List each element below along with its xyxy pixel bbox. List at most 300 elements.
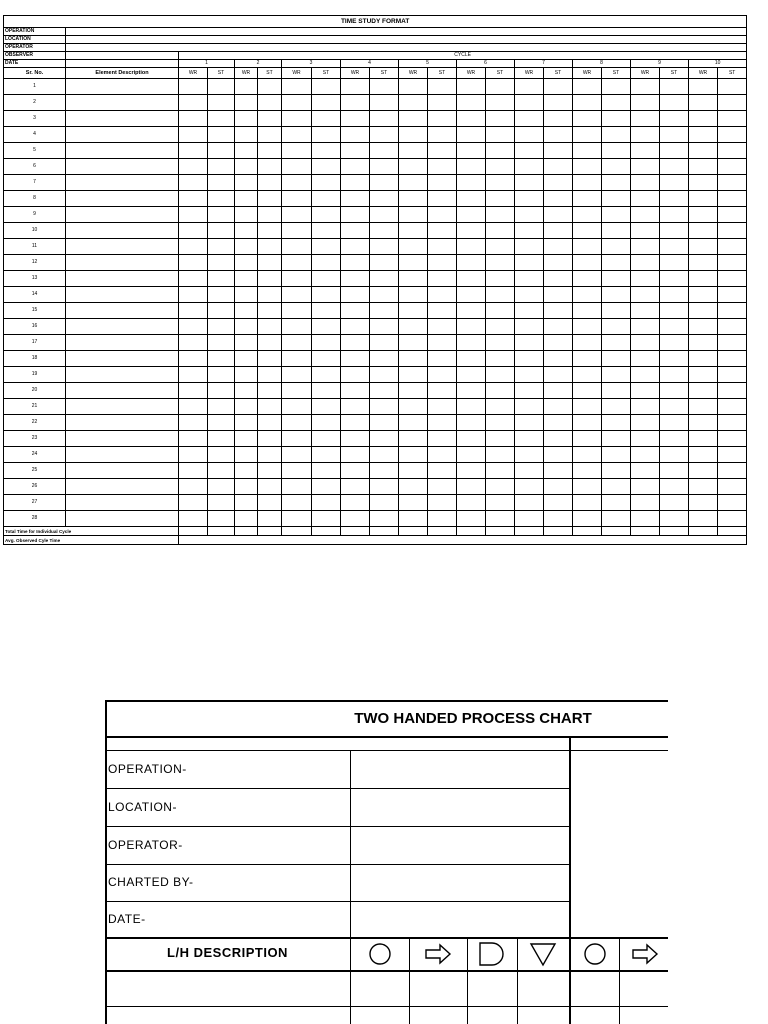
wr-header: WR	[341, 68, 370, 79]
time-cell	[515, 287, 544, 303]
cycle-number: 3	[282, 60, 341, 68]
time-cell	[602, 159, 631, 175]
time-cell	[341, 495, 370, 511]
time-cell	[660, 111, 689, 127]
time-cell	[457, 287, 486, 303]
time-cell	[179, 447, 208, 463]
table-row	[4, 399, 747, 415]
time-cell	[370, 271, 399, 287]
time-cell	[486, 207, 515, 223]
time-cell	[515, 255, 544, 271]
time-cell	[689, 335, 718, 351]
time-cell	[282, 79, 312, 95]
time-cell	[312, 431, 341, 447]
time-cell	[660, 271, 689, 287]
element-description-cell	[66, 383, 179, 399]
time-cell	[515, 143, 544, 159]
time-cell	[718, 95, 747, 111]
time-cell	[235, 463, 258, 479]
table-row	[4, 495, 747, 511]
time-cell	[689, 367, 718, 383]
time-cell	[235, 143, 258, 159]
st-header: ST	[208, 68, 235, 79]
time-cell	[282, 367, 312, 383]
time-cell	[486, 79, 515, 95]
time-cell	[544, 175, 573, 191]
time-cell	[258, 287, 282, 303]
time-cell	[370, 143, 399, 159]
time-cell	[341, 367, 370, 383]
time-cell	[258, 207, 282, 223]
time-cell	[573, 383, 602, 399]
time-cell	[573, 191, 602, 207]
time-cell	[370, 239, 399, 255]
time-cell	[631, 287, 660, 303]
time-cell	[179, 79, 208, 95]
time-cell	[515, 319, 544, 335]
time-cell	[370, 431, 399, 447]
time-cell	[602, 399, 631, 415]
time-cell	[399, 191, 428, 207]
time-cell	[258, 111, 282, 127]
time-cell	[258, 95, 282, 111]
time-cell	[689, 319, 718, 335]
time-cell	[235, 159, 258, 175]
time-cell	[660, 79, 689, 95]
time-cell	[486, 143, 515, 159]
time-cell	[258, 79, 282, 95]
time-cell	[428, 111, 457, 127]
time-cell	[573, 271, 602, 287]
time-cell	[515, 447, 544, 463]
time-cell	[370, 319, 399, 335]
sr-no-cell: 2	[4, 95, 66, 111]
time-cell	[573, 319, 602, 335]
time-cell	[544, 431, 573, 447]
st-header: ST	[660, 68, 689, 79]
time-cell	[602, 383, 631, 399]
element-description-header: Element Description	[66, 68, 179, 79]
time-cell	[258, 479, 282, 495]
time-cell	[544, 255, 573, 271]
field-label-operation: OPERATION	[4, 28, 66, 36]
operation-circle-icon	[360, 940, 400, 968]
time-cell	[235, 111, 258, 127]
field-value	[66, 36, 747, 44]
time-cell	[428, 95, 457, 111]
total-cell	[631, 527, 660, 536]
time-cell	[718, 495, 747, 511]
time-cell	[457, 367, 486, 383]
time-cell	[718, 479, 747, 495]
time-cell	[631, 303, 660, 319]
sr-no-cell: 1	[4, 79, 66, 95]
time-cell	[631, 79, 660, 95]
time-cell	[179, 303, 208, 319]
time-cell	[208, 143, 235, 159]
field-value	[66, 28, 747, 36]
time-cell	[399, 319, 428, 335]
total-cell	[258, 527, 282, 536]
time-cell	[341, 319, 370, 335]
time-cell	[312, 223, 341, 239]
time-cell	[370, 383, 399, 399]
time-cell	[660, 319, 689, 335]
time-cell	[341, 159, 370, 175]
time-cell	[312, 303, 341, 319]
time-cell	[486, 431, 515, 447]
time-cell	[282, 447, 312, 463]
sr-no-cell: 4	[4, 127, 66, 143]
total-cell	[235, 527, 258, 536]
cycle-number: 6	[457, 60, 515, 68]
time-cell	[179, 159, 208, 175]
time-cell	[370, 335, 399, 351]
time-cell	[457, 95, 486, 111]
time-cell	[235, 447, 258, 463]
time-cell	[515, 175, 544, 191]
time-cell	[341, 255, 370, 271]
time-cell	[312, 175, 341, 191]
time-cell	[235, 351, 258, 367]
table-row	[4, 431, 747, 447]
time-cell	[573, 495, 602, 511]
time-cell	[282, 415, 312, 431]
time-cell	[544, 447, 573, 463]
delay-d-icon	[472, 940, 512, 968]
time-cell	[457, 383, 486, 399]
time-cell	[399, 367, 428, 383]
two-handed-process-chart	[105, 700, 668, 1024]
time-cell	[179, 223, 208, 239]
sr-no-cell: 17	[4, 335, 66, 351]
time-cell	[235, 271, 258, 287]
total-cell	[370, 527, 399, 536]
sr-no-cell: 25	[4, 463, 66, 479]
st-header: ST	[312, 68, 341, 79]
time-cell	[689, 495, 718, 511]
time-cell	[718, 127, 747, 143]
time-cell	[486, 287, 515, 303]
time-cell	[718, 431, 747, 447]
time-cell	[631, 143, 660, 159]
time-cell	[179, 319, 208, 335]
table-row	[4, 255, 747, 271]
time-cell	[370, 351, 399, 367]
element-description-cell	[66, 351, 179, 367]
element-description-cell	[66, 127, 179, 143]
total-cell	[486, 527, 515, 536]
table-row	[4, 447, 747, 463]
time-cell	[544, 351, 573, 367]
time-cell	[689, 95, 718, 111]
time-cell	[312, 367, 341, 383]
time-cell	[457, 111, 486, 127]
time-cell	[312, 335, 341, 351]
sr-no-cell: 22	[4, 415, 66, 431]
time-cell	[235, 383, 258, 399]
time-cell	[544, 415, 573, 431]
element-description-cell	[66, 367, 179, 383]
time-cell	[370, 479, 399, 495]
time-cell	[312, 207, 341, 223]
time-cell	[486, 239, 515, 255]
time-cell	[399, 495, 428, 511]
time-cell	[602, 239, 631, 255]
avg-cell	[179, 536, 747, 545]
time-cell	[235, 127, 258, 143]
time-cell	[208, 191, 235, 207]
st-header: ST	[258, 68, 282, 79]
chart-title: TWO HANDED PROCESS CHART	[354, 710, 592, 727]
sr-no-cell: 16	[4, 319, 66, 335]
time-cell	[341, 463, 370, 479]
time-cell	[544, 127, 573, 143]
wr-header: WR	[515, 68, 544, 79]
wr-header: WR	[457, 68, 486, 79]
time-cell	[544, 319, 573, 335]
time-cell	[573, 287, 602, 303]
time-cell	[486, 351, 515, 367]
element-description-cell	[66, 207, 179, 223]
time-cell	[341, 303, 370, 319]
time-cell	[544, 239, 573, 255]
time-cell	[486, 271, 515, 287]
time-cell	[457, 335, 486, 351]
time-cell	[573, 79, 602, 95]
sr-no-header: Sr. No.	[4, 68, 66, 79]
time-cell	[282, 175, 312, 191]
time-cell	[179, 367, 208, 383]
time-cell	[258, 367, 282, 383]
time-cell	[235, 495, 258, 511]
time-cell	[660, 399, 689, 415]
avg-cycle-time-label: Avg. Observed Cyle Time	[4, 536, 179, 545]
time-cell	[179, 111, 208, 127]
time-cell	[208, 223, 235, 239]
total-cell	[208, 527, 235, 536]
time-cell	[486, 303, 515, 319]
time-cell	[428, 335, 457, 351]
time-cell	[515, 463, 544, 479]
time-cell	[573, 415, 602, 431]
field-label-operator: OPERATOR	[4, 44, 66, 52]
sr-no-cell: 26	[4, 479, 66, 495]
time-cell	[457, 191, 486, 207]
time-cell	[179, 351, 208, 367]
time-cell	[689, 511, 718, 527]
date-value	[66, 60, 179, 68]
element-description-cell	[66, 335, 179, 351]
time-cell	[399, 287, 428, 303]
time-cell	[718, 159, 747, 175]
time-cell	[689, 399, 718, 415]
time-cell	[486, 319, 515, 335]
time-cell	[341, 335, 370, 351]
time-cell	[399, 351, 428, 367]
cycle-number: 2	[235, 60, 282, 68]
sr-no-cell: 3	[4, 111, 66, 127]
time-cell	[544, 383, 573, 399]
time-cell	[718, 463, 747, 479]
time-cell	[689, 191, 718, 207]
time-cell	[370, 463, 399, 479]
time-cell	[689, 447, 718, 463]
total-cell	[515, 527, 544, 536]
time-cell	[602, 415, 631, 431]
time-cell	[399, 479, 428, 495]
time-cell	[312, 143, 341, 159]
time-cell	[312, 79, 341, 95]
time-cell	[689, 415, 718, 431]
sr-no-cell: 5	[4, 143, 66, 159]
time-cell	[631, 95, 660, 111]
time-cell	[660, 479, 689, 495]
time-cell	[282, 351, 312, 367]
table-row	[4, 271, 747, 287]
time-cell	[179, 399, 208, 415]
time-cell	[258, 511, 282, 527]
time-cell	[179, 143, 208, 159]
field-label-location: LOCATION	[4, 36, 66, 44]
time-cell	[258, 431, 282, 447]
time-cell	[235, 175, 258, 191]
time-cell	[341, 383, 370, 399]
time-cell	[179, 479, 208, 495]
time-cell	[457, 463, 486, 479]
time-cell	[689, 271, 718, 287]
time-cell	[341, 415, 370, 431]
time-cell	[457, 175, 486, 191]
time-cell	[544, 399, 573, 415]
charted-by-label: CHARTED BY-	[108, 875, 194, 889]
time-cell	[602, 303, 631, 319]
time-cell	[544, 495, 573, 511]
time-cell	[208, 511, 235, 527]
time-cell	[399, 255, 428, 271]
cycle-number: 4	[341, 60, 399, 68]
time-cell	[208, 95, 235, 111]
time-cell	[544, 79, 573, 95]
time-cell	[718, 367, 747, 383]
sr-no-cell: 6	[4, 159, 66, 175]
time-cell	[573, 367, 602, 383]
time-cell	[208, 383, 235, 399]
time-cell	[370, 223, 399, 239]
time-cell	[515, 495, 544, 511]
wr-header: WR	[689, 68, 718, 79]
cycle-label: CYCLE	[179, 52, 747, 60]
time-cell	[428, 287, 457, 303]
time-cell	[312, 111, 341, 127]
time-cell	[208, 367, 235, 383]
time-cell	[399, 95, 428, 111]
time-cell	[631, 367, 660, 383]
time-cell	[179, 431, 208, 447]
time-cell	[235, 431, 258, 447]
time-cell	[689, 207, 718, 223]
time-cell	[428, 191, 457, 207]
time-cell	[179, 191, 208, 207]
sr-no-cell: 18	[4, 351, 66, 367]
table-row	[4, 159, 747, 175]
time-cell	[689, 463, 718, 479]
st-header: ST	[486, 68, 515, 79]
table-row	[4, 239, 747, 255]
time-cell	[370, 159, 399, 175]
time-cell	[544, 303, 573, 319]
time-cell	[660, 415, 689, 431]
time-cell	[312, 319, 341, 335]
time-cell	[457, 143, 486, 159]
time-cell	[602, 351, 631, 367]
table-row	[4, 175, 747, 191]
time-cell	[258, 303, 282, 319]
sr-no-cell: 12	[4, 255, 66, 271]
time-cell	[457, 319, 486, 335]
time-cell	[486, 447, 515, 463]
time-cell	[208, 447, 235, 463]
time-cell	[341, 143, 370, 159]
time-cell	[631, 431, 660, 447]
time-cell	[631, 383, 660, 399]
element-description-cell	[66, 511, 179, 527]
lh-description-header: L/H DESCRIPTION	[167, 945, 288, 960]
time-cell	[573, 431, 602, 447]
time-cell	[486, 335, 515, 351]
table-row	[4, 511, 747, 527]
time-cell	[631, 239, 660, 255]
table-row	[4, 79, 747, 95]
cycle-number: 10	[689, 60, 747, 68]
time-cell	[718, 223, 747, 239]
time-cell	[631, 223, 660, 239]
time-cell	[602, 223, 631, 239]
sr-no-cell: 7	[4, 175, 66, 191]
time-cell	[312, 127, 341, 143]
time-cell	[208, 319, 235, 335]
time-cell	[258, 335, 282, 351]
time-cell	[370, 367, 399, 383]
time-cell	[631, 351, 660, 367]
time-cell	[235, 191, 258, 207]
total-cell	[718, 527, 747, 536]
chart-frame	[105, 700, 668, 1024]
time-cell	[282, 127, 312, 143]
time-cell	[457, 495, 486, 511]
operation-circle-icon	[575, 940, 615, 968]
total-cell	[428, 527, 457, 536]
time-cell	[428, 479, 457, 495]
time-cell	[660, 287, 689, 303]
time-cell	[312, 95, 341, 111]
time-cell	[399, 239, 428, 255]
time-cell	[660, 95, 689, 111]
element-description-cell	[66, 175, 179, 191]
time-cell	[282, 431, 312, 447]
time-cell	[689, 127, 718, 143]
element-description-cell	[66, 303, 179, 319]
st-header: ST	[544, 68, 573, 79]
time-cell	[428, 351, 457, 367]
time-cell	[602, 367, 631, 383]
time-cell	[486, 463, 515, 479]
time-cell	[689, 111, 718, 127]
time-cell	[602, 127, 631, 143]
time-cell	[602, 463, 631, 479]
time-cell	[660, 335, 689, 351]
time-cell	[341, 127, 370, 143]
